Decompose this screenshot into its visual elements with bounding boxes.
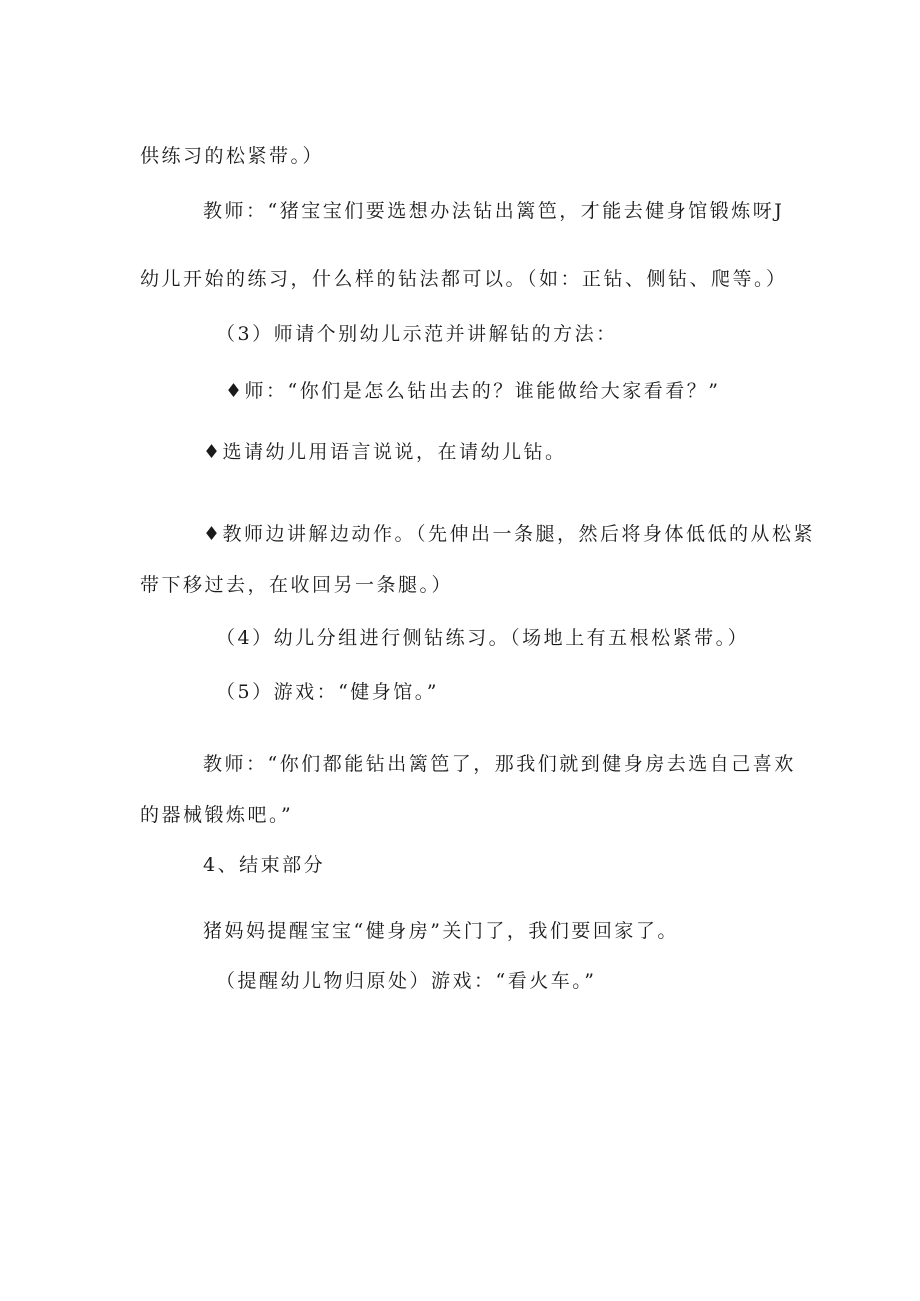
paragraph-line: 幼儿开始的练习，什么样的钻法都可以。（如：正钻、侧钻、爬等。） xyxy=(140,268,788,290)
paragraph-line: 教师：“你们都能钻出篱笆了，那我们就到健身房去选自己喜欢 xyxy=(203,753,796,775)
paragraph-line: 带下移过去，在收回另一条腿。） xyxy=(140,574,454,596)
section-heading: （3）师请个别幼儿示范并讲解钻的方法： xyxy=(216,323,618,345)
paragraph-line: （提醒幼儿物归原处）游戏：“看火车。” xyxy=(216,970,597,992)
bullet-line: ♦教师边讲解边动作。（先伸出一条腿，然后将身体低低的从松紧 xyxy=(203,523,816,545)
paragraph-line: 教师：“猪宝宝们要选想办法钻出篱笆，才能去健身馆锻炼呀J xyxy=(203,200,785,222)
paragraph-line: 的器械锻炼吧。” xyxy=(140,804,294,826)
paragraph-line: 猪妈妈提醒宝宝“健身房”关门了，我们要回家了。 xyxy=(203,920,679,942)
bullet-line: ♦选请幼儿用语言说说，在请幼儿钻。 xyxy=(203,441,567,463)
section-heading: （5）游戏：“健身馆。” xyxy=(216,681,440,703)
section-heading: （4）幼儿分组进行侧钻练习。（场地上有五根松紧带。） xyxy=(216,627,750,649)
section-heading: 4、结束部分 xyxy=(203,854,326,876)
bullet-line: ♦师：“你们是怎么钻出去的？谁能做给大家看看？” xyxy=(225,380,721,402)
paragraph-line: 供练习的松紧带。） xyxy=(140,145,325,167)
